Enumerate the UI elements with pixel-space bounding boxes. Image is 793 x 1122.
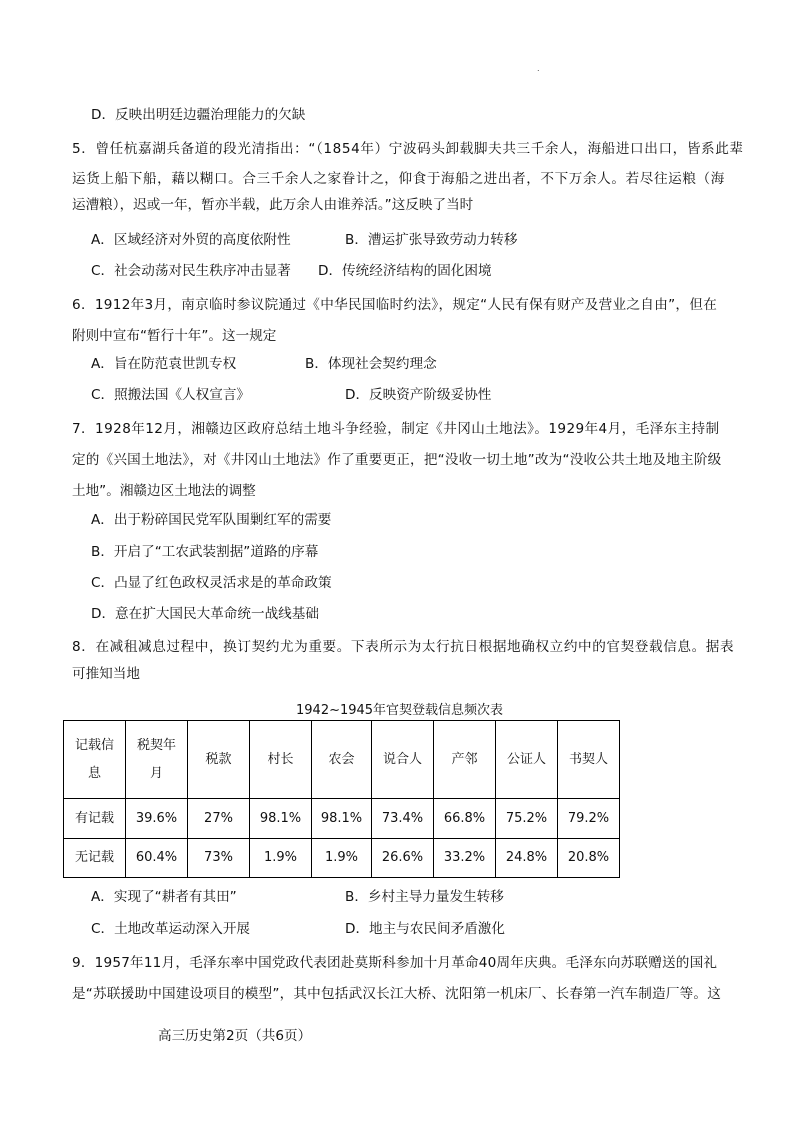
table-header-cell: 农会 — [312, 721, 372, 799]
table-header-row — [64, 721, 620, 799]
table-cell: 66.8% — [434, 799, 496, 839]
table-cell: 60.4% — [126, 839, 188, 878]
table-header-cell: 村长 — [250, 721, 312, 799]
table-cell: 73.4% — [372, 799, 434, 839]
table-cell: 98.1% — [312, 799, 372, 839]
q7-stem-line-2: 定的《兴国土地法》，对《井冈山土地法》作了重要更正，把“没收一切土地”改为“没收公共土地及地主阶级 — [72, 452, 722, 468]
q8-option-a: A．实现了“耕者有其田” — [91, 889, 237, 905]
q6-option-c: C．照搬法国《人权宣言》 — [91, 387, 251, 403]
q5-option-b: B．漕运扩张导致劳动力转移 — [345, 232, 518, 248]
q6-stem-line-1: 6．1912年3月，南京临时参议院通过《中华民国临时约法》，规定“人民有保有财产及营业之自由”，但在 — [72, 297, 718, 313]
deed-info-table — [63, 720, 620, 878]
top-mark: . — [537, 64, 540, 73]
table-row — [64, 799, 620, 839]
q8-option-c: C．土地改革运动深入开展 — [91, 921, 251, 937]
q5-option-d: D．传统经济结构的固化困境 — [318, 263, 492, 279]
q5-stem-line-1: 5．曾任杭嘉湖兵备道的段光清指出：“（1854年）宁波码头卸载脚夫共三千余人，海船进口出口，皆系此辈 — [72, 141, 744, 157]
q6-option-a: A．旨在防范袁世凯专权 — [91, 356, 237, 372]
table-cell: 24.8% — [496, 839, 558, 878]
q5-stem-line-2: 运货上船下船，藉以糊口。合三千余人之家眷计之，仰食于海船之进出者，不下万余人。若尽往运粮（海 — [72, 171, 725, 187]
q8-stem-line-1: 8．在减租减息过程中，换订契约尤为重要。下表所示为太行抗日根据地确权立约中的官契登载信息。据表 — [72, 639, 735, 655]
q7-option-a: A．出于粉碎国民党军队围剿红军的需要 — [91, 512, 332, 528]
table-cell: 79.2% — [558, 799, 620, 839]
table-cell: 39.6% — [126, 799, 188, 839]
q5-option-c: C．社会动荡对民生秩序冲击显著 — [91, 263, 291, 279]
table-header-cell: 书契人 — [558, 721, 620, 799]
q7-option-b: B．开启了“工农武装割据”道路的序幕 — [91, 544, 319, 560]
q8-option-d: D．地主与农民间矛盾激化 — [345, 921, 505, 937]
table-header-cell: 记载信 息 — [64, 721, 126, 799]
table-header-cell: 税契年 月 — [126, 721, 188, 799]
q5-stem-line-3: 运漕粮），迟或一年，暂亦半载，此万余人由谁养活。”这反映了当时 — [72, 197, 474, 213]
table-cell: 98.1% — [250, 799, 312, 839]
q8-option-b: B．乡村主导力量发生转移 — [345, 889, 504, 905]
table-header-cell: 公证人 — [496, 721, 558, 799]
q4-option-d: D．反映出明廷边疆治理能力的欠缺 — [91, 107, 306, 123]
table-header-cell: 说合人 — [372, 721, 434, 799]
q7-stem-line-1: 7．1928年12月，湘赣边区政府总结土地斗争经验，制定《井冈山土地法》。1929年4月，毛泽东主持制 — [72, 421, 720, 437]
table-cell: 有记载 — [64, 799, 126, 839]
table-cell: 73% — [188, 839, 250, 878]
q5-option-a: A．区域经济对外贸的高度依附性 — [91, 232, 291, 248]
table-header-cell: 税款 — [188, 721, 250, 799]
table-cell: 33.2% — [434, 839, 496, 878]
table-cell: 75.2% — [496, 799, 558, 839]
q6-stem-line-2: 附则中宣布“暂行十年”。这一规定 — [72, 328, 277, 344]
table-header-cell: 产邻 — [434, 721, 496, 799]
table-cell: 20.8% — [558, 839, 620, 878]
q8-stem-line-2: 可推知当地 — [72, 666, 140, 682]
q9-stem-line-2: 是“苏联援助中国建设项目的模型”，其中包括武汉长江大桥、沈阳第一机床厂、长春第一汽车制造厂等。这 — [72, 986, 721, 1002]
table-cell: 26.6% — [372, 839, 434, 878]
q6-option-b: B．体现社会契约理念 — [305, 356, 437, 372]
table-cell: 无记载 — [64, 839, 126, 878]
q7-option-c: C．凸显了红色政权灵活求是的革命政策 — [91, 575, 332, 591]
table-row — [64, 839, 620, 878]
table-cell: 27% — [188, 799, 250, 839]
q7-option-d: D．意在扩大国民大革命统一战线基础 — [91, 606, 319, 622]
table-cell: 1.9% — [250, 839, 312, 878]
page-footer: 高三历史第2页（共6页） — [158, 1028, 312, 1044]
q7-stem-line-3: 土地”。湘赣边区土地法的调整 — [72, 483, 256, 499]
q9-stem-line-1: 9．1957年11月，毛泽东率中国党政代表团赴莫斯科参加十月革命40周年庆典。毛泽东向苏联赠送的国礼 — [72, 955, 718, 971]
q6-option-d: D．反映资产阶级妥协性 — [345, 387, 492, 403]
table-cell: 1.9% — [312, 839, 372, 878]
table-caption: 1942~1945年官契登载信息频次表 — [296, 703, 504, 718]
